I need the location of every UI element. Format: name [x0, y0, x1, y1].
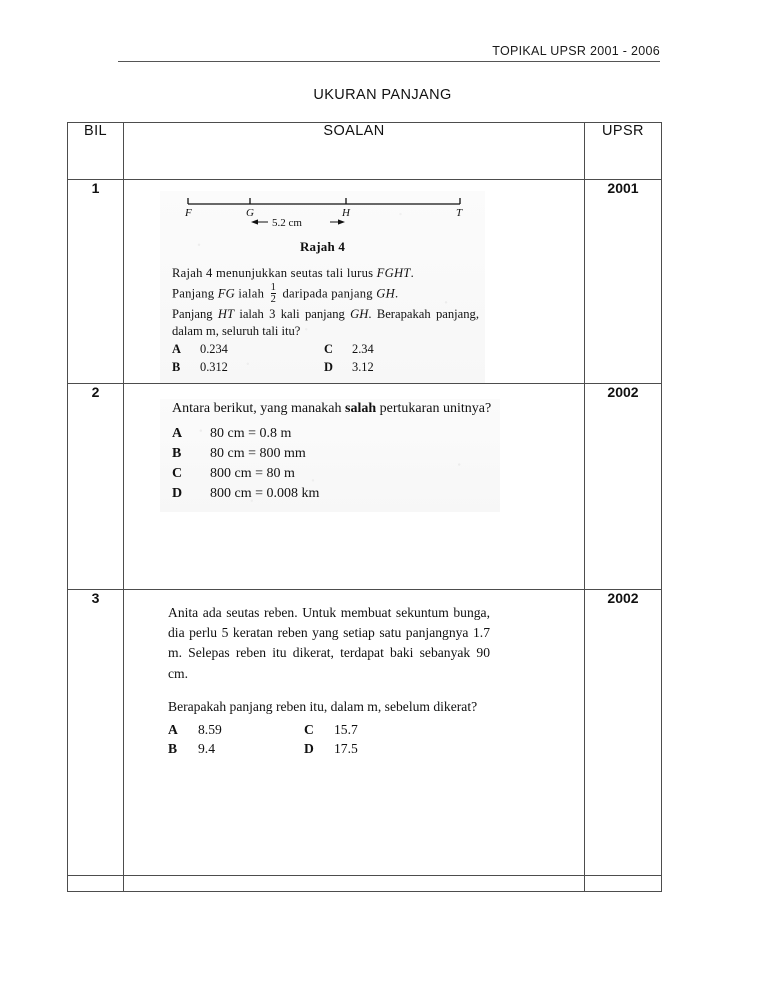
option-row [172, 359, 485, 377]
answer-option-c[interactable]: C 2.34 [324, 342, 374, 357]
answer-options [172, 341, 485, 376]
question-year: 2002 [585, 589, 662, 875]
questions-table [67, 122, 662, 892]
header-topic-label: TOPIKAL UPSR 2001 - 2006 [492, 44, 660, 58]
question-text-line2: Panjang FG ialah $\frac{1}{2}$ daripada panjang GH. [172, 281, 399, 305]
option-row [168, 739, 500, 758]
table-row-empty [68, 875, 662, 891]
question-number: 1 [68, 180, 124, 384]
option-row [172, 484, 500, 504]
option-row [172, 464, 500, 484]
figure-caption: Rajah 4 [299, 239, 346, 254]
answer-option-b[interactable]: B 0.312 [172, 360, 228, 375]
header-divider [118, 61, 660, 62]
diagram-svg [160, 191, 485, 235]
question-stem: Antara berikut, yang manakah salah pertukaran unitnya? [172, 400, 492, 416]
question-content [124, 875, 585, 891]
table-header-row [68, 123, 662, 180]
question-number: 3 [68, 589, 124, 875]
page-header [118, 44, 660, 62]
answer-option-c[interactable]: C 800 cm = 80 m [172, 465, 295, 481]
question-year: 2002 [585, 383, 662, 589]
question-year [585, 875, 662, 891]
column-header-bil: BIL [68, 123, 124, 180]
answer-options [168, 720, 500, 759]
scanned-question-block [160, 399, 500, 512]
answer-option-c[interactable]: C 15.7 [304, 721, 358, 737]
answer-option-a[interactable]: A 0.234 [172, 342, 228, 357]
page-title: UKURAN PANJANG [313, 87, 452, 103]
question-text-line3: Panjang HT ialah 3 kali panjang GH. Berapakah panjang, dalam m, seluruh tali itu? [172, 306, 479, 338]
answer-option-a[interactable]: A 80 cm = 0.8 m [172, 426, 292, 442]
line-segment-diagram [160, 191, 485, 235]
question-paragraph-2: Berapakah panjang reben itu, dalam m, sebelum dikerat? [168, 699, 478, 715]
answer-option-a[interactable]: A 8.59 [168, 721, 222, 737]
answer-option-b[interactable]: B 9.4 [168, 740, 215, 756]
option-row [172, 444, 500, 464]
column-header-soalan: SOALAN [124, 123, 585, 180]
diagram-label-f: F [185, 207, 192, 219]
scanned-question-block [160, 191, 485, 383]
diagram-label-t: T [456, 207, 463, 219]
answer-option-d[interactable]: D 17.5 [304, 740, 358, 756]
question-paragraph-1: Anita ada seutas reben. Untuk membuat sekuntum bunga, dia perlu 5 keratan reben yang setiap satu panjangnya 1.7 m. Selepas reben itu dikerat, terdapat baki sebanyak 90 cm. [168, 604, 490, 681]
fraction-one-half: $\frac{1}{2}$ [270, 281, 277, 305]
table-row [68, 383, 662, 589]
answer-option-d[interactable]: D 3.12 [324, 360, 374, 375]
question-text-line1: Rajah 4 menunjukkan seutas tali lurus FGHT. [172, 266, 414, 280]
question-number: 2 [68, 383, 124, 589]
table-row [68, 589, 662, 875]
scanned-question-block [160, 603, 500, 767]
answer-options [172, 424, 500, 504]
option-row [168, 720, 500, 739]
table-row [68, 180, 662, 384]
question-number [68, 875, 124, 891]
question-content [124, 383, 585, 589]
question-content [124, 589, 585, 875]
diagram-measure-label: 5.2 cm [272, 217, 302, 229]
column-header-upsr: UPSR [585, 123, 662, 180]
option-row [172, 341, 485, 359]
answer-option-d[interactable]: D 800 cm = 0.008 km [172, 485, 320, 501]
diagram-label-g: G [246, 207, 254, 219]
diagram-label-h: H [342, 207, 350, 219]
question-content [124, 180, 585, 384]
answer-option-b[interactable]: B 80 cm = 800 mm [172, 446, 306, 462]
option-row [172, 424, 500, 444]
question-year: 2001 [585, 180, 662, 384]
